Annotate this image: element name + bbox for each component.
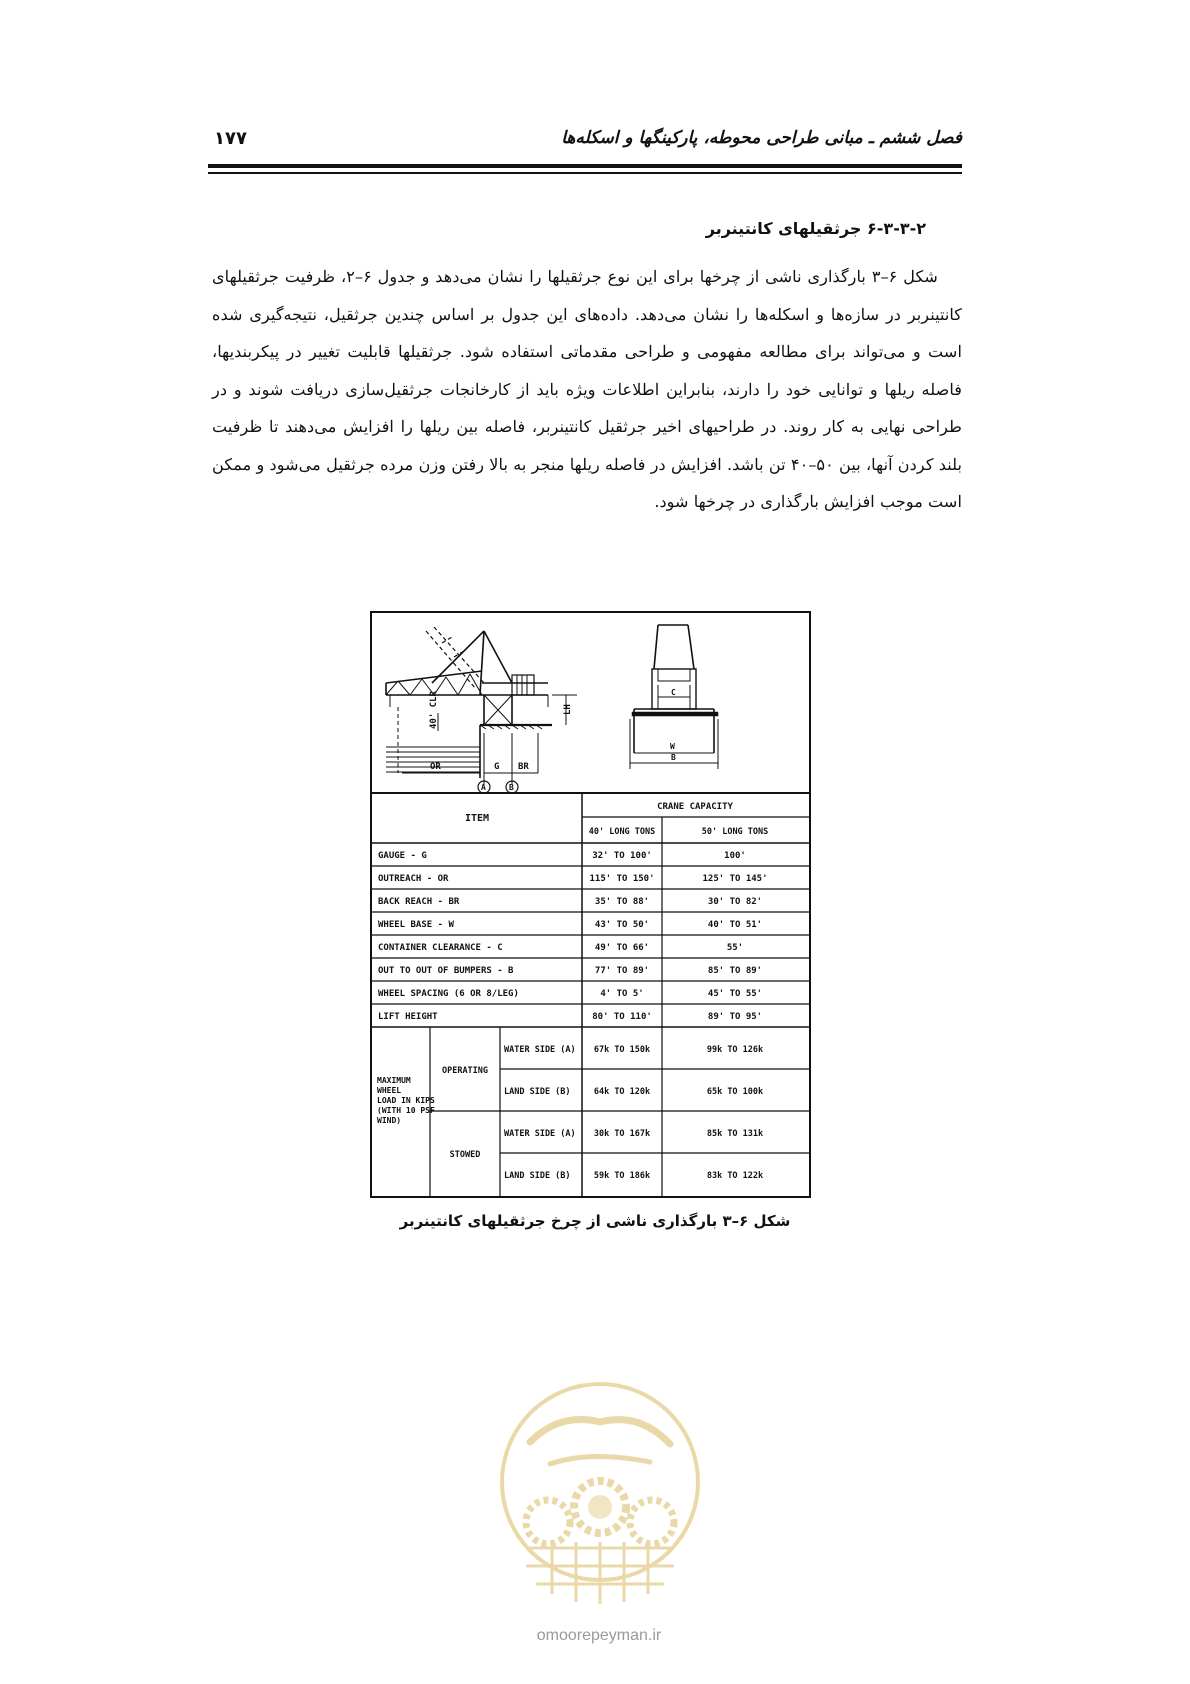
table-row bbox=[504, 1087, 763, 1097]
svg-text:WHEEL BASE - W: WHEEL BASE - W bbox=[378, 920, 454, 930]
crane-figure-svg bbox=[372, 613, 809, 1196]
svg-text:43' TO 50': 43' TO 50' bbox=[594, 920, 650, 930]
svg-text:85' TO 89': 85' TO 89' bbox=[707, 966, 763, 976]
svg-text:100': 100' bbox=[724, 851, 746, 861]
or-label: OR bbox=[430, 762, 441, 772]
svg-text:59k TO 186k: 59k TO 186k bbox=[593, 1171, 651, 1181]
b-width-label: B bbox=[671, 753, 676, 762]
table-row bbox=[378, 897, 762, 907]
capacity-header: CRANE CAPACITY bbox=[657, 802, 733, 812]
crane-side-view bbox=[386, 627, 577, 793]
table-row bbox=[378, 1012, 762, 1022]
table-row bbox=[378, 874, 768, 884]
svg-text:64k TO 120k: 64k TO 120k bbox=[593, 1087, 651, 1097]
svg-text:CONTAINER CLEARANCE - C: CONTAINER CLEARANCE - C bbox=[378, 943, 503, 953]
col2-header: 50' LONG TONS bbox=[701, 827, 769, 837]
table-row bbox=[504, 1129, 763, 1139]
svg-text:77' TO 89': 77' TO 89' bbox=[594, 966, 650, 976]
header-rule-thick bbox=[208, 164, 962, 168]
body-paragraph: شکل ۶–۳ بارگذاری ناشی از چرخها برای این نوع جرثقیلها را نشان می‌دهد و جدول ۶–۲، ظرفیت جرثقیلهای کانتینربر در سازه‌ها و اسکله‌ها را نشان می‌دهد. داده‌های این جدول بر اساس چندین جرثقیل، نتیجه‌گیری شده است و می‌تواند برای مطالعه مفهومی و طراحی مقدماتی استفاده شود. جرثقیلها قابلیت تغییر در پیکربندیها، فاصله ریلها و توانایی خود را دارند، بنابراین اطلاعات ویژه باید از کارخانجات جرثقیل‌سازی دریافت شوند و در طراحی نهایی به کار روند. در طراحیهای اخیر جرثقیل کانتینربر، فاصله بین ریلها را افزایش می‌دهند تا ظرفیت بلند کردن آنها، بین ۵۰–۴۰ تن باشد. افزایش در فاصله ریلها منجر به بالا رفتن وزن مرده جرثقیل می‌شود و ممکن است موجب افزایش بارگذاری در چرخها شود. bbox=[212, 267, 962, 511]
side-view-labels bbox=[429, 690, 573, 792]
svg-text:WHEEL SPACING (6 OR 8/LEG): WHEEL SPACING (6 OR 8/LEG) bbox=[378, 989, 519, 999]
watermark-site: omoorepeyman.ir bbox=[536, 1627, 662, 1644]
front-view-labels bbox=[670, 688, 676, 762]
a-label: A bbox=[481, 783, 486, 792]
page-number: ۱۷۷ bbox=[214, 128, 247, 149]
table-row bbox=[504, 1045, 763, 1055]
svg-text:55': 55' bbox=[726, 943, 744, 953]
table-row bbox=[504, 1171, 763, 1181]
svg-text:WHEEL: WHEEL bbox=[377, 1086, 402, 1095]
g-label: G bbox=[494, 762, 500, 772]
header-rule-thin bbox=[208, 172, 962, 174]
watermark-logo bbox=[490, 1372, 710, 1612]
table-row bbox=[378, 920, 762, 930]
svg-text:125' TO 145': 125' TO 145' bbox=[702, 874, 768, 884]
table-row bbox=[378, 989, 762, 999]
clr-label: 40' CLR bbox=[429, 691, 439, 729]
svg-text:35' TO 88': 35' TO 88' bbox=[594, 897, 650, 907]
svg-text:30' TO 82': 30' TO 82' bbox=[707, 897, 763, 907]
svg-text:85k TO 131k: 85k TO 131k bbox=[706, 1129, 764, 1139]
svg-text:4' TO 5': 4' TO 5' bbox=[600, 989, 644, 999]
svg-text:30k TO 167k: 30k TO 167k bbox=[593, 1129, 651, 1139]
svg-text:67k TO 150k: 67k TO 150k bbox=[593, 1045, 651, 1055]
svg-text:45' TO 55': 45' TO 55' bbox=[707, 989, 763, 999]
svg-text:(WITH 10 PSF: (WITH 10 PSF bbox=[377, 1106, 435, 1115]
svg-text:65k TO 100k: 65k TO 100k bbox=[706, 1087, 764, 1097]
wheel-load-label bbox=[377, 1076, 435, 1125]
svg-text:40' TO 51': 40' TO 51' bbox=[707, 920, 763, 930]
crane-figure bbox=[370, 611, 811, 1198]
svg-text:LIFT HEIGHT: LIFT HEIGHT bbox=[378, 1012, 438, 1022]
w-label: W bbox=[670, 742, 675, 751]
table-row bbox=[378, 966, 762, 976]
svg-text:OUTREACH - OR: OUTREACH - OR bbox=[378, 874, 449, 884]
table-row bbox=[378, 851, 746, 861]
svg-text:BACK REACH - BR: BACK REACH - BR bbox=[378, 897, 460, 907]
svg-text:OUT TO OUT OF BUMPERS - B: OUT TO OUT OF BUMPERS - B bbox=[378, 966, 514, 976]
svg-text:80' TO 110': 80' TO 110' bbox=[592, 1012, 652, 1022]
svg-text:83k TO 122k: 83k TO 122k bbox=[706, 1171, 764, 1181]
svg-text:WIND): WIND) bbox=[377, 1116, 402, 1125]
c-label: C bbox=[671, 688, 676, 697]
svg-text:32' TO 100': 32' TO 100' bbox=[592, 851, 652, 861]
svg-text:LAND SIDE (B): LAND SIDE (B) bbox=[504, 1171, 571, 1181]
svg-text:LOAD IN KIPS: LOAD IN KIPS bbox=[377, 1096, 435, 1105]
section-heading: ۶-۳-۳-۲ جرثقیلهای کانتینربر bbox=[705, 219, 926, 238]
svg-text:89' TO 95': 89' TO 95' bbox=[707, 1012, 763, 1022]
br-label: BR bbox=[518, 762, 529, 772]
col1-header: 40' LONG TONS bbox=[588, 827, 656, 837]
svg-text:WATER SIDE (A): WATER SIDE (A) bbox=[504, 1045, 576, 1055]
page-header bbox=[208, 128, 962, 158]
svg-text:WATER SIDE (A): WATER SIDE (A) bbox=[504, 1129, 576, 1139]
stowed-label: STOWED bbox=[449, 1150, 481, 1160]
chapter-title: فصل ششم ـ مبانی طراحی محوطه، پارکینگها و اسکله‌ها bbox=[561, 128, 962, 148]
lh-label: LH bbox=[563, 704, 573, 715]
svg-text:GAUGE - G: GAUGE - G bbox=[378, 851, 427, 861]
table-text bbox=[377, 802, 768, 1181]
table-row bbox=[378, 943, 743, 953]
operating-label: OPERATING bbox=[441, 1066, 489, 1076]
svg-text:99k TO 126k: 99k TO 126k bbox=[706, 1045, 764, 1055]
svg-text:LAND SIDE (B): LAND SIDE (B) bbox=[504, 1087, 571, 1097]
item-header: ITEM bbox=[464, 813, 490, 824]
svg-text:49' TO 66': 49' TO 66' bbox=[594, 943, 650, 953]
b-label: B bbox=[509, 783, 514, 792]
svg-text:MAXIMUM: MAXIMUM bbox=[377, 1076, 411, 1085]
figure-caption: شکل ۶–۳ بارگذاری ناشی از چرخ جرثقیلهای کانتینربر bbox=[399, 1212, 791, 1230]
svg-text:115' TO 150': 115' TO 150' bbox=[589, 874, 655, 884]
